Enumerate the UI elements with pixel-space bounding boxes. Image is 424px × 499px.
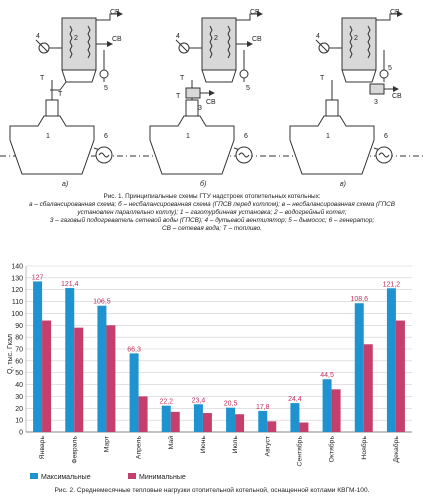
panel-a-label-6: 6: [104, 133, 108, 140]
panel-c-label-2: 2: [354, 35, 358, 42]
x-tick-label: Июль: [232, 436, 240, 454]
y-tick-label: 40: [15, 382, 23, 390]
y-tick-label: 90: [15, 322, 23, 330]
value-label: 121,2: [382, 281, 401, 289]
panel-b-label-4: 4: [176, 33, 180, 40]
panel-a-label-t2: Т: [58, 91, 63, 98]
bar-max: [323, 379, 332, 432]
panel-a-label-5: 5: [104, 85, 108, 92]
y-tick-label: 30: [15, 393, 23, 401]
x-tick-label: Октябрь: [328, 436, 336, 463]
chart-bars: [33, 281, 405, 432]
panel-b-label-sv3: СВ: [206, 99, 216, 106]
figure1-caption-line2: а – сбалансированная схема; б – несбалансированная схема (ГПСВ перед котлом); в – несбалансированная схема (ГПСВ: [28, 201, 396, 208]
panel-b-letter: б): [200, 181, 207, 188]
panel-c-label-sv1: СВ: [390, 9, 400, 16]
panel-a-letter: а): [62, 181, 69, 188]
value-label: 20,5: [223, 400, 238, 408]
value-label: 24,4: [288, 396, 302, 404]
panel-a-label-t1: Т: [40, 75, 45, 82]
panel-c-label-4: 4: [316, 33, 320, 40]
figure1-caption-line3: установлен параллельно котлу); 1 – газотурбинная установка; 2 – водогрейный котел;: [77, 209, 347, 216]
panel-a-label-4: 4: [36, 33, 40, 40]
bar-min: [267, 421, 276, 432]
x-tick-label: Июнь: [199, 436, 207, 454]
value-label: 23,4: [191, 397, 206, 405]
bar-min: [74, 328, 83, 432]
panel-c-label-sv2: СВ: [392, 93, 402, 100]
panel-c-label-1: 1: [326, 133, 330, 140]
value-labels: [32, 274, 401, 410]
bar-max: [355, 303, 364, 432]
chart-legend: [30, 473, 186, 481]
bar-min: [171, 412, 180, 432]
bar-chart: [0, 262, 424, 486]
x-tick-label: Апрель: [135, 436, 143, 460]
y-tick-label: 110: [11, 299, 23, 307]
y-tick-label: 10: [15, 417, 23, 425]
legend-label-min: Минимальные: [139, 474, 186, 481]
bar-max: [290, 403, 299, 432]
value-label: 66,3: [127, 346, 141, 354]
panel-c-letter: в): [340, 181, 346, 188]
y-tick-label: 60: [15, 358, 23, 366]
legend-swatch-min: [128, 473, 136, 479]
y-tick-label: 0: [19, 429, 23, 437]
bar-max: [65, 288, 74, 432]
x-tick-label: Январь: [39, 436, 47, 460]
panel-b-label-t2: Т: [176, 93, 181, 100]
bar-max: [194, 404, 203, 432]
figure1-caption-line5: СВ – сетевая вода; Т – топливо.: [162, 225, 262, 232]
value-label: 121,4: [60, 281, 79, 289]
y-tick-label: 140: [11, 263, 23, 271]
bar-min: [364, 344, 373, 432]
bar-max: [258, 411, 267, 432]
y-tick-label: 120: [11, 287, 23, 295]
x-tick-label: Август: [264, 436, 272, 457]
panel-a-diagram: [0, 14, 130, 174]
bar-min: [203, 413, 212, 432]
figure1-schematics: [0, 0, 424, 190]
panel-c-label-6: 6: [384, 133, 388, 140]
x-tick-label: Май: [167, 436, 175, 450]
bar-min: [396, 321, 405, 432]
bar-min: [42, 321, 51, 432]
x-tick-label: Ноябрь: [360, 436, 368, 460]
y-tick-label: 70: [15, 346, 23, 354]
y-axis-label: Q, тыс. Гкал: [7, 334, 14, 374]
panel-c-label-t: Т: [320, 75, 325, 82]
bar-min: [235, 414, 244, 432]
figure1-caption: [6, 193, 418, 233]
panel-a-label-sv1: СВ: [110, 9, 120, 16]
y-tick-label: 50: [15, 370, 23, 378]
value-label: 44,5: [320, 372, 334, 380]
bar-max: [33, 281, 42, 432]
chart-grid: [26, 266, 412, 432]
value-label: 106,5: [93, 298, 111, 306]
bar-max: [162, 406, 171, 432]
panel-a-label-sv2: СВ: [112, 36, 122, 43]
bar-min: [332, 389, 341, 432]
y-tick-label: 100: [11, 310, 23, 318]
y-tick-label: 20: [15, 405, 23, 413]
bar-max: [130, 353, 139, 432]
panel-b-label-sv1: СВ: [250, 9, 260, 16]
x-tick-label: Февраль: [71, 436, 79, 464]
value-label: 108,6: [350, 296, 369, 304]
y-tick-label: 80: [15, 334, 23, 342]
panel-c-label-3: 3: [374, 99, 378, 106]
value-label: 17,8: [255, 403, 270, 411]
bar-min: [299, 423, 308, 432]
x-tick-label: Сентябрь: [296, 436, 304, 467]
bar-max: [97, 306, 106, 432]
figure1-caption-line4: 3 – газовый подогреватель сетевой воды (ГПСВ); 4 – дутьевой вентилятор; 5 – дымосос; 6 – генератор;: [49, 217, 375, 224]
panel-a-label-2: 2: [74, 35, 78, 42]
panel-a-label-1: 1: [46, 133, 50, 140]
legend-swatch-max: [30, 473, 38, 479]
legend-label-max: Максимальные: [41, 474, 91, 481]
x-axis-labels: [39, 436, 400, 467]
panel-b-label-5: 5: [246, 85, 250, 92]
panel-c-label-5: 5: [388, 65, 392, 72]
bar-max: [226, 408, 235, 432]
panel-b-label-t1: Т: [180, 75, 185, 82]
x-tick-label: Март: [103, 436, 111, 453]
panel-b-label-sv2: СВ: [252, 36, 262, 43]
panel-b-label-2: 2: [214, 35, 218, 42]
panel-b-label-3: 3: [198, 105, 202, 112]
figure2-caption: Рис. 2. Среднемесячные тепловые нагрузки отопительной котельной, оснащенной котлами КВГМ-100.: [54, 487, 370, 494]
y-tick-label: 130: [11, 275, 23, 283]
value-label: 22,2: [159, 398, 174, 406]
value-label: 127: [31, 274, 44, 282]
panel-b-diagram: [130, 14, 270, 174]
panel-b-label-1: 1: [186, 133, 190, 140]
figure1-caption-title: Рис. 1. Принципиальные схемы ГТУ надстроек отопительных котельных:: [103, 193, 321, 200]
panel-b-label-6: 6: [244, 133, 248, 140]
bar-min: [106, 325, 115, 432]
bar-min: [139, 396, 148, 432]
x-tick-label: Декабрь: [392, 436, 400, 463]
bar-max: [387, 288, 396, 432]
